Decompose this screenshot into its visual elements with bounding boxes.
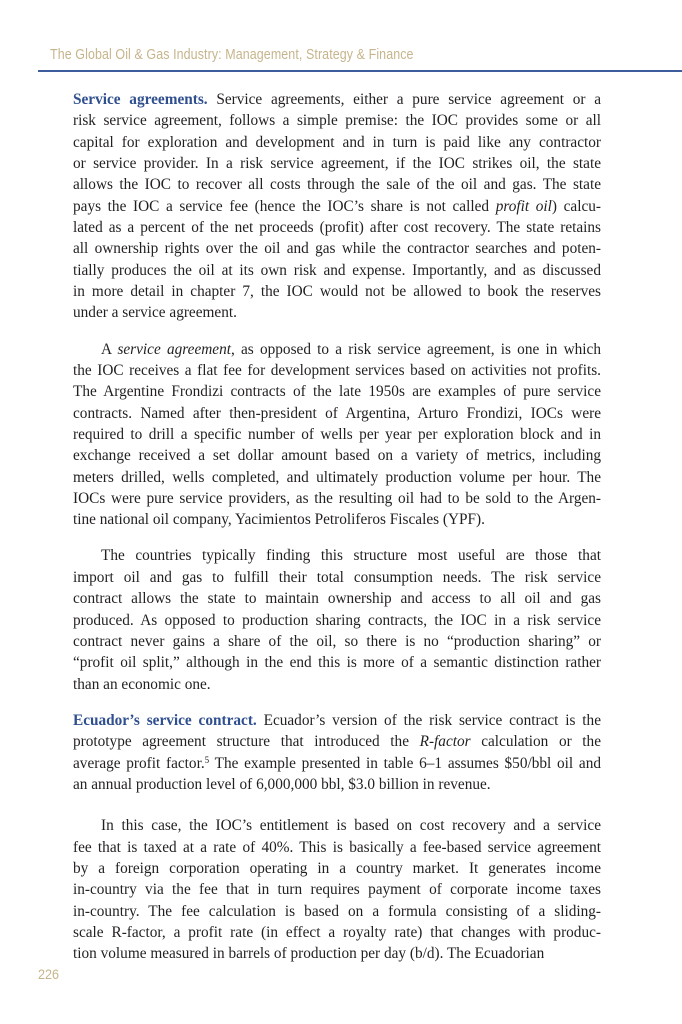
text-line: contract allows the state to maintain ownership and access to all oil and gas <box>73 590 601 608</box>
text-line: risk service agreement, follows a simple premise: the IOC provides some or all <box>73 112 601 130</box>
text-line: Service agreements. Service agreements, either a pure service agreement or a <box>73 91 601 108</box>
paragraph <box>73 339 601 531</box>
text-line: under a service agreement. <box>73 304 237 322</box>
text-line: required to drill a specific number of wells per year per exploration block and in <box>73 425 601 443</box>
body-text <box>73 89 601 965</box>
text-line: “profit oil split,” although in the end this is more of a semantic distinction rather <box>73 654 601 672</box>
text-line: import oil and gas to fulfill their total consumption needs. The risk service <box>73 568 601 586</box>
text-line: In this case, the IOC’s entitlement is based on cost recovery and a service <box>101 817 601 835</box>
text-line: The Argentine Frondizi contracts of the late 1950s are examples of pure service <box>73 383 601 401</box>
text-line: meters drilled, wells completed, and ultimately production volume per hour. The <box>73 468 601 486</box>
text-line: in-country. The fee calculation is based on a formula consisting of a sliding- <box>73 902 601 920</box>
text-line: scale R-factor, a profit rate (in effect a royalty rate) that changes with produc- <box>73 923 601 941</box>
text-line: in more detail in chapter 7, the IOC would not be allowed to book the reserves <box>73 283 601 301</box>
text-line: Ecuador’s service contract. Ecuador’s version of the risk service contract is the <box>73 711 601 729</box>
text-line: allows the IOC to recover all costs through the sale of the oil and gas. The state <box>73 176 601 194</box>
text-line: tion volume measured in barrels of production per day (b/d). The Ecuadorian <box>73 945 545 963</box>
paragraph <box>73 710 601 795</box>
text-line: capital for exploration and development and in turn is paid like any contractor <box>73 133 601 151</box>
section-heading: Service agreements. <box>73 91 208 108</box>
footnote-ref: 5 <box>204 754 210 765</box>
text-line: tine national oil company, Yacimientos Petroliferos Fiscales (YPF). <box>73 511 485 529</box>
paragraph <box>73 545 601 694</box>
text-line: average profit factor.$^5$ The example presented in table 6–1 assumes $50/bbl oil and <box>73 754 601 772</box>
paragraph <box>73 815 601 964</box>
text-line: produced. As opposed to production sharing contracts, the IOC in a risk service <box>73 611 601 629</box>
emphasis: R-factor <box>419 733 471 751</box>
text-line: tially produces the oil at its own risk and expense. Importantly, and as discussed <box>73 261 601 279</box>
emphasis: service agreement <box>117 340 231 358</box>
text-line: lated as a percent of the net proceeds (profit) after cost recovery. The state retains <box>73 219 601 237</box>
text-line: exchange received a set dollar amount based on a variety of metrics, including <box>73 447 601 465</box>
text-line: than an economic one. <box>73 675 211 693</box>
text-line: fee that is taxed at a rate of 40%. This is basically a fee-based service agreement <box>73 838 601 856</box>
text-line: in-country via the fee that in turn requires payment of corporate income taxes <box>73 881 601 899</box>
header-rule <box>38 70 682 72</box>
text-line: the IOC receives a flat fee for development services based on activities not profits. <box>73 361 601 379</box>
text-line: by a foreign corporation operating in a country market. It generates income <box>73 859 601 877</box>
text-line: pays the IOC a service fee (hence the IOC’s share is not called profit oil) calcu- <box>73 197 601 215</box>
text-line: contract never gains a share of the oil, so there is no “production sharing” or <box>73 632 601 650</box>
page-number: 226 <box>38 966 60 982</box>
emphasis: profit oil <box>495 197 552 215</box>
text-line: The countries typically finding this structure most useful are those that <box>101 547 601 565</box>
text-line: A service agreement, as opposed to a risk service agreement, is one in which <box>101 340 601 358</box>
text-line: contracts. Named after then-president of Argentina, Arturo Frondizi, IOCs were <box>73 404 601 422</box>
text-line: all ownership rights over the oil and gas while the contractor searches and poten- <box>73 240 601 258</box>
section-heading: Ecuador’s service contract. <box>73 711 257 729</box>
text-line: or service provider. In a risk service agreement, if the IOC strikes oil, the state <box>73 155 601 173</box>
paragraph <box>73 89 601 324</box>
text-line: IOCs were pure service providers, as the resulting oil had to be sold to the Argen- <box>73 489 601 507</box>
text-line: prototype agreement structure that introduced the R-factor calculation or the <box>73 733 601 751</box>
running-head: The Global Oil & Gas Industry: Management, Strategy & Finance <box>50 47 414 63</box>
text-line: an annual production level of 6,000,000 bbl, $3.0 billion in revenue. <box>73 775 491 793</box>
